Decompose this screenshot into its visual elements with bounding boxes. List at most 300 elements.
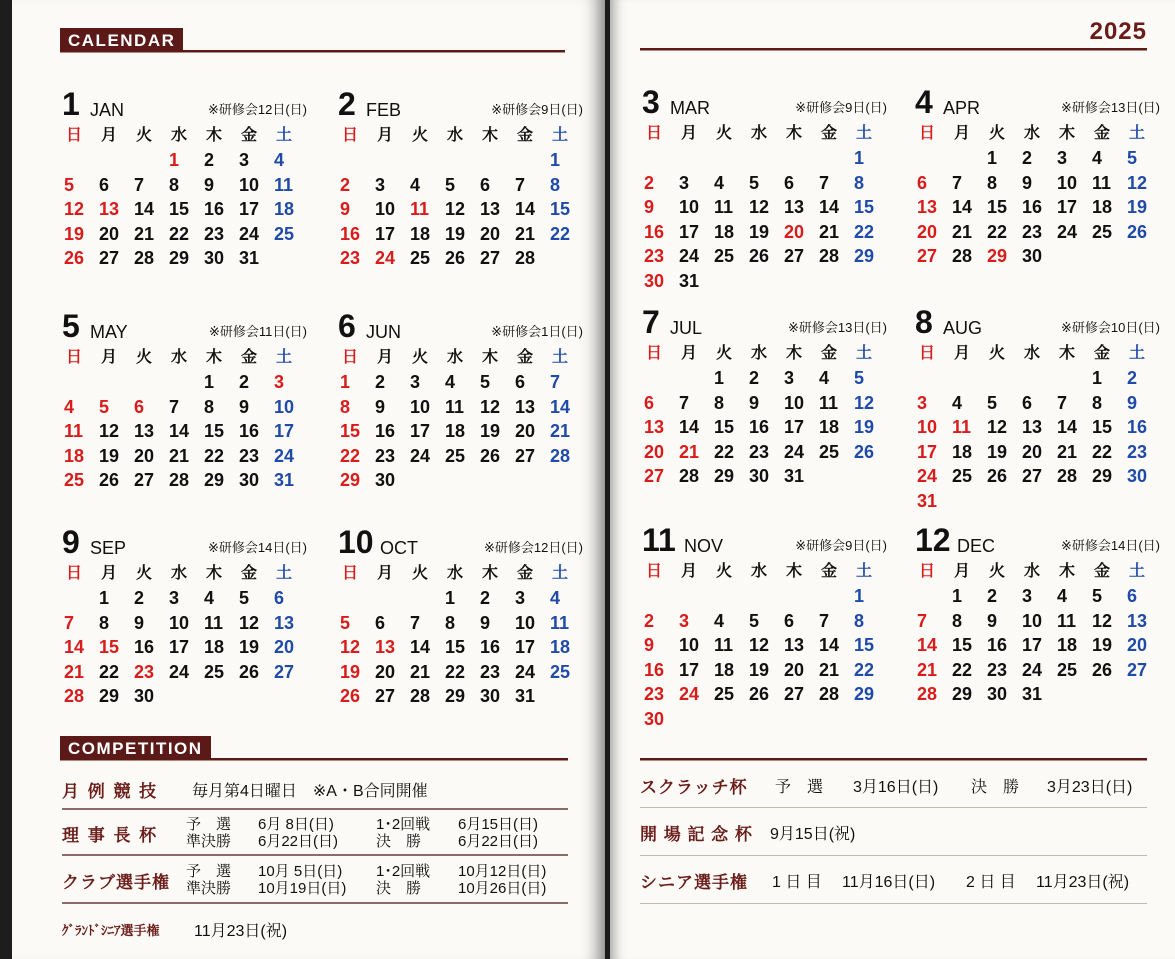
day-cell: 8 [952, 610, 963, 631]
day-cell: 11 [952, 417, 972, 437]
day-cell: 2 [204, 150, 215, 170]
club-r2b: 10月19日(日) [258, 880, 347, 897]
empty-day-cell [852, 269, 887, 294]
empty-day-cell [513, 468, 548, 493]
day-cell: 9 [1127, 392, 1138, 413]
day-cell: 11 [204, 612, 224, 633]
empty-day-cell [97, 370, 132, 395]
day-cell: 18 [1057, 635, 1078, 655]
day-cell: 8 [987, 172, 998, 193]
weekday-header: 土 [276, 349, 293, 366]
day-cell: 2 [644, 172, 655, 193]
weekday-header: 木 [482, 127, 499, 144]
weekday-header: 金 [821, 125, 838, 142]
weekday-header: 木 [786, 563, 803, 580]
day-cell: 1 [854, 148, 865, 168]
weekday-header: 日 [919, 563, 936, 580]
weekday-header: 金 [241, 349, 258, 366]
day-cell: 28 [819, 684, 840, 704]
day-cell: 23 [1022, 221, 1043, 242]
day-cell: 12 [340, 637, 361, 657]
day-cell: 14 [169, 421, 190, 441]
weekday-header: 火 [412, 565, 429, 582]
weekday-header: 土 [1129, 563, 1146, 580]
day-cell: 27 [375, 686, 396, 706]
empty-day-cell [915, 366, 950, 391]
training-note: ※研修会14日(日) [1060, 538, 1160, 553]
day-cell: 6 [274, 588, 285, 608]
day-cell: 21 [819, 659, 840, 680]
empty-day-cell [677, 707, 712, 732]
day-cell: 28 [410, 686, 431, 706]
empty-day-cell [642, 366, 677, 391]
day-cell: 15 [99, 637, 120, 657]
weekday-header: 日 [66, 349, 83, 366]
day-cell: 25 [714, 684, 735, 704]
empty-day-cell [443, 148, 478, 173]
club-r2c: 決 勝 [376, 880, 422, 897]
day-cell: 3 [169, 588, 180, 608]
day-cell: 21 [64, 661, 85, 682]
day-cell: 20 [917, 221, 938, 242]
day-cell: 15 [1092, 417, 1113, 437]
day-cell: 30 [204, 248, 225, 268]
day-cell: 10 [1022, 610, 1043, 631]
empty-day-cell [237, 684, 272, 709]
day-cell: 18 [445, 421, 466, 441]
day-cell: 25 [410, 248, 431, 268]
month-number: 7 [642, 304, 660, 340]
month-header [642, 524, 887, 556]
month-name: FEB [366, 100, 402, 120]
day-cell: 22 [169, 223, 190, 244]
weekday-header: 土 [856, 345, 873, 362]
day-cell: 29 [204, 470, 225, 490]
weekday-header: 金 [1094, 563, 1111, 580]
day-cell: 20 [784, 221, 805, 242]
day-cell: 28 [679, 466, 700, 486]
day-cell: 13 [515, 396, 536, 417]
chairman-r1b: 6月 8日(日) [258, 816, 334, 833]
day-cell: 16 [987, 635, 1008, 655]
day-cell: 14 [679, 417, 700, 437]
training-note: ※研修会9日(日) [795, 538, 887, 553]
day-cell: 28 [550, 445, 571, 466]
empty-day-cell [1055, 489, 1090, 514]
day-cell: 5 [340, 612, 351, 633]
day-cell: 7 [917, 610, 928, 631]
day-cell: 13 [644, 417, 665, 437]
empty-day-cell [817, 269, 852, 294]
day-cell: 27 [917, 246, 938, 266]
day-cell: 28 [917, 684, 938, 704]
club-title: クラブ選手権 [62, 872, 170, 892]
empty-day-cell [1055, 366, 1090, 391]
training-note: ※研修会9日(日) [795, 100, 887, 115]
weekday-header: 水 [447, 349, 464, 366]
month-number: 1 [62, 86, 80, 122]
day-cell: 11 [445, 396, 465, 417]
day-cell: 18 [1092, 197, 1113, 217]
empty-day-cell [202, 684, 237, 709]
weekday-header: 月 [377, 565, 394, 582]
monthly-text: 毎月第4日曜日 ※A・B合同開催 [192, 782, 428, 800]
senior-b: 11月16日(日) [842, 874, 936, 891]
day-cell: 2 [749, 368, 760, 388]
month-header [62, 526, 307, 558]
day-cell: 8 [854, 172, 865, 193]
empty-day-cell [272, 246, 307, 271]
day-cell: 13 [480, 199, 501, 219]
day-cell: 23 [480, 661, 501, 682]
day-cell: 6 [784, 172, 795, 193]
day-cell: 6 [784, 610, 795, 631]
day-cell: 8 [714, 392, 725, 413]
empty-day-cell [1020, 489, 1055, 514]
day-cell: 7 [679, 392, 690, 413]
month-mar [642, 86, 887, 293]
day-cell: 21 [410, 661, 431, 682]
weekday-header: 木 [206, 565, 223, 582]
day-cell: 28 [134, 248, 155, 268]
month-nov [642, 524, 887, 731]
day-cell: 23 [375, 445, 396, 466]
weekday-header: 火 [136, 127, 153, 144]
chairman-schedule [186, 816, 568, 850]
day-cell: 13 [784, 635, 805, 655]
day-cell: 21 [952, 221, 973, 242]
day-cell: 12 [987, 417, 1008, 437]
day-cell: 20 [99, 223, 120, 244]
day-cell: 8 [340, 396, 351, 417]
year-label: 2025 [1089, 18, 1147, 45]
day-cell: 17 [375, 223, 396, 244]
empty-day-cell [548, 246, 583, 271]
day-cell: 22 [854, 221, 875, 242]
empty-day-cell [548, 468, 583, 493]
club-r2d: 10月26日(日) [458, 880, 547, 897]
day-cell: 30 [134, 686, 155, 706]
opening-title: 開 場 記 念 杯 [640, 825, 753, 844]
weekday-header: 水 [1024, 345, 1041, 362]
day-cell: 19 [64, 223, 85, 244]
month-grid [915, 560, 1160, 707]
weekday-header: 日 [646, 125, 663, 142]
empty-day-cell [782, 707, 817, 732]
month-grid [642, 122, 887, 293]
grand-senior-row [62, 910, 568, 948]
weekday-header: 土 [552, 349, 569, 366]
day-cell: 7 [550, 372, 561, 392]
month-number: 6 [338, 308, 356, 344]
month-grid [338, 346, 583, 493]
scratch-b: 3月16日(日) [853, 779, 939, 796]
empty-day-cell [712, 584, 747, 609]
day-cell: 10 [169, 612, 190, 633]
weekday-header: 木 [482, 349, 499, 366]
day-cell: 16 [644, 659, 665, 680]
day-cell: 23 [749, 441, 770, 462]
day-cell: 17 [169, 637, 190, 657]
day-cell: 4 [1092, 148, 1103, 168]
day-cell: 16 [1022, 197, 1043, 217]
day-cell: 7 [819, 172, 830, 193]
day-cell: 31 [274, 470, 295, 490]
day-cell: 12 [239, 612, 260, 633]
weekday-header: 水 [447, 127, 464, 144]
day-cell: 13 [134, 421, 155, 441]
day-cell: 6 [1022, 392, 1033, 413]
day-cell: 22 [204, 445, 225, 466]
day-cell: 11 [410, 199, 430, 219]
day-cell: 24 [1022, 659, 1043, 680]
weekday-header: 水 [1024, 563, 1041, 580]
day-cell: 29 [340, 470, 361, 490]
day-cell: 30 [749, 466, 770, 486]
club-schedule [186, 863, 568, 897]
senior-championship-row [640, 858, 1147, 904]
day-cell: 29 [854, 684, 875, 704]
day-cell: 30 [644, 270, 665, 291]
day-cell: 5 [1092, 586, 1103, 606]
day-cell: 4 [714, 610, 725, 631]
day-cell: 4 [204, 588, 215, 608]
month-header [62, 310, 307, 342]
weekday-header: 金 [821, 563, 838, 580]
day-cell: 15 [952, 635, 973, 655]
day-cell: 1 [714, 368, 725, 388]
day-cell: 19 [987, 441, 1008, 462]
day-cell: 21 [550, 421, 571, 441]
month-name: DEC [957, 536, 996, 556]
day-cell: 2 [1127, 368, 1138, 388]
empty-day-cell [373, 148, 408, 173]
month-apr [915, 86, 1160, 269]
month-grid [642, 560, 887, 731]
weekday-header: 金 [821, 345, 838, 362]
day-cell: 9 [239, 396, 250, 417]
day-cell: 12 [64, 199, 85, 219]
day-cell: 29 [99, 686, 120, 706]
day-cell: 26 [987, 466, 1008, 486]
day-cell: 17 [917, 441, 938, 462]
day-cell: 10 [274, 396, 295, 417]
empty-day-cell [747, 269, 782, 294]
club-championship-row [62, 858, 568, 904]
day-cell: 7 [410, 612, 421, 633]
day-cell: 20 [644, 441, 665, 462]
day-cell: 11 [1057, 610, 1077, 631]
day-cell: 3 [1022, 586, 1033, 606]
empty-day-cell [408, 586, 443, 611]
day-cell: 1 [99, 588, 110, 608]
month-header [642, 86, 887, 118]
day-cell: 20 [784, 659, 805, 680]
weekday-header: 木 [206, 349, 223, 366]
day-cell: 17 [784, 417, 805, 437]
day-cell: 28 [952, 246, 973, 266]
empty-day-cell [915, 146, 950, 171]
day-cell: 5 [749, 610, 760, 631]
day-cell: 31 [679, 270, 700, 291]
day-cell: 3 [679, 610, 690, 631]
day-cell: 7 [1057, 392, 1068, 413]
weekday-header: 日 [919, 345, 936, 362]
weekday-header: 火 [136, 349, 153, 366]
weekday-header: 水 [1024, 125, 1041, 142]
empty-day-cell [443, 468, 478, 493]
day-cell: 20 [134, 445, 155, 466]
day-cell: 24 [274, 445, 295, 466]
day-cell: 10 [679, 197, 700, 217]
day-cell: 16 [480, 637, 501, 657]
weekday-header: 木 [786, 345, 803, 362]
day-cell: 14 [917, 635, 938, 655]
month-number: 3 [642, 84, 660, 120]
day-cell: 14 [819, 197, 840, 217]
opening-anniversary-row [640, 810, 1147, 856]
day-cell: 22 [987, 221, 1008, 242]
day-cell: 15 [714, 417, 735, 437]
empty-day-cell [817, 146, 852, 171]
day-cell: 24 [784, 441, 805, 462]
month-grid [338, 562, 583, 709]
day-cell: 23 [204, 223, 225, 244]
day-cell: 18 [714, 221, 735, 242]
weekday-header: 金 [517, 127, 534, 144]
day-cell: 26 [445, 248, 466, 268]
training-note: ※研修会12日(日) [483, 540, 583, 555]
day-cell: 13 [99, 199, 120, 219]
weekday-header: 土 [276, 565, 293, 582]
day-cell: 11 [274, 174, 294, 195]
day-cell: 4 [1057, 586, 1068, 606]
chairman-r1c: 1･2回戦 [376, 816, 431, 833]
day-cell: 11 [714, 197, 734, 217]
month-name: MAY [90, 322, 128, 342]
day-cell: 4 [714, 172, 725, 193]
day-cell: 28 [1057, 466, 1078, 486]
day-cell: 6 [1127, 586, 1138, 606]
day-cell: 10 [410, 396, 431, 417]
day-cell: 19 [749, 659, 770, 680]
day-cell: 15 [987, 197, 1008, 217]
weekday-header: 月 [954, 345, 971, 362]
weekday-header: 日 [66, 565, 83, 582]
weekday-header: 木 [1059, 563, 1076, 580]
day-cell: 2 [375, 372, 386, 392]
scratch-title: スクラッチ杯 [640, 778, 748, 797]
weekday-header: 水 [171, 565, 188, 582]
day-cell: 30 [1127, 466, 1148, 486]
day-cell: 21 [1057, 441, 1078, 462]
weekday-header: 水 [447, 565, 464, 582]
day-cell: 9 [987, 610, 998, 631]
competition-label: COMPETITION [60, 736, 211, 761]
day-cell: 6 [515, 372, 526, 392]
day-cell: 6 [644, 392, 655, 413]
empty-day-cell [62, 370, 97, 395]
empty-day-cell [985, 366, 1020, 391]
day-cell: 21 [917, 659, 938, 680]
day-cell: 11 [714, 635, 734, 655]
weekday-header: 土 [276, 127, 293, 144]
year-rule [640, 48, 1147, 50]
day-cell: 10 [679, 635, 700, 655]
day-cell: 21 [679, 441, 700, 462]
month-name: JAN [90, 100, 125, 120]
day-cell: 3 [410, 372, 421, 392]
day-cell: 23 [239, 445, 260, 466]
training-note: ※研修会9日(日) [491, 102, 583, 117]
month-header [642, 306, 887, 338]
day-cell: 25 [714, 246, 735, 266]
weekday-header: 金 [241, 127, 258, 144]
weekday-header: 水 [751, 563, 768, 580]
day-cell: 27 [274, 661, 295, 682]
day-cell: 1 [204, 372, 215, 392]
empty-day-cell [852, 464, 887, 489]
day-cell: 25 [952, 466, 973, 486]
day-cell: 26 [1127, 221, 1148, 242]
chairman-r2a: 準決勝 [186, 833, 232, 850]
weekday-header: 月 [681, 563, 698, 580]
day-cell: 28 [515, 248, 536, 268]
day-cell: 18 [952, 441, 973, 462]
day-cell: 19 [854, 417, 875, 437]
day-cell: 12 [1127, 172, 1148, 193]
day-cell: 5 [64, 174, 75, 195]
day-cell: 7 [515, 174, 526, 195]
weekday-header: 火 [716, 563, 733, 580]
empty-day-cell [747, 584, 782, 609]
month-grid [915, 342, 1160, 513]
month-name: MAR [670, 98, 710, 118]
day-cell: 26 [99, 470, 120, 490]
empty-day-cell [677, 366, 712, 391]
day-cell: 17 [410, 421, 431, 441]
month-grid [62, 124, 307, 271]
day-cell: 1 [1092, 368, 1103, 388]
empty-day-cell [642, 146, 677, 171]
scratch-cup-row [640, 764, 1147, 808]
weekday-header: 火 [989, 125, 1006, 142]
day-cell: 26 [854, 441, 875, 462]
weekday-header: 土 [552, 127, 569, 144]
empty-day-cell [513, 148, 548, 173]
day-cell: 4 [819, 368, 830, 388]
weekday-header: 木 [1059, 345, 1076, 362]
day-cell: 3 [239, 150, 250, 170]
weekday-header: 月 [101, 565, 118, 582]
empty-day-cell [1055, 682, 1090, 707]
day-cell: 4 [445, 372, 456, 392]
month-name: APR [943, 98, 981, 118]
day-cell: 4 [550, 588, 561, 608]
weekday-header: 火 [989, 563, 1006, 580]
empty-day-cell [408, 468, 443, 493]
day-cell: 4 [952, 392, 963, 413]
day-cell: 3 [1057, 148, 1068, 168]
day-cell: 24 [679, 684, 700, 704]
weekday-header: 火 [412, 127, 429, 144]
day-cell: 29 [1092, 466, 1113, 486]
empty-day-cell [132, 370, 167, 395]
empty-day-cell [950, 366, 985, 391]
day-cell: 18 [410, 223, 431, 244]
empty-day-cell [712, 707, 747, 732]
club-r1a: 予 選 [186, 863, 232, 880]
